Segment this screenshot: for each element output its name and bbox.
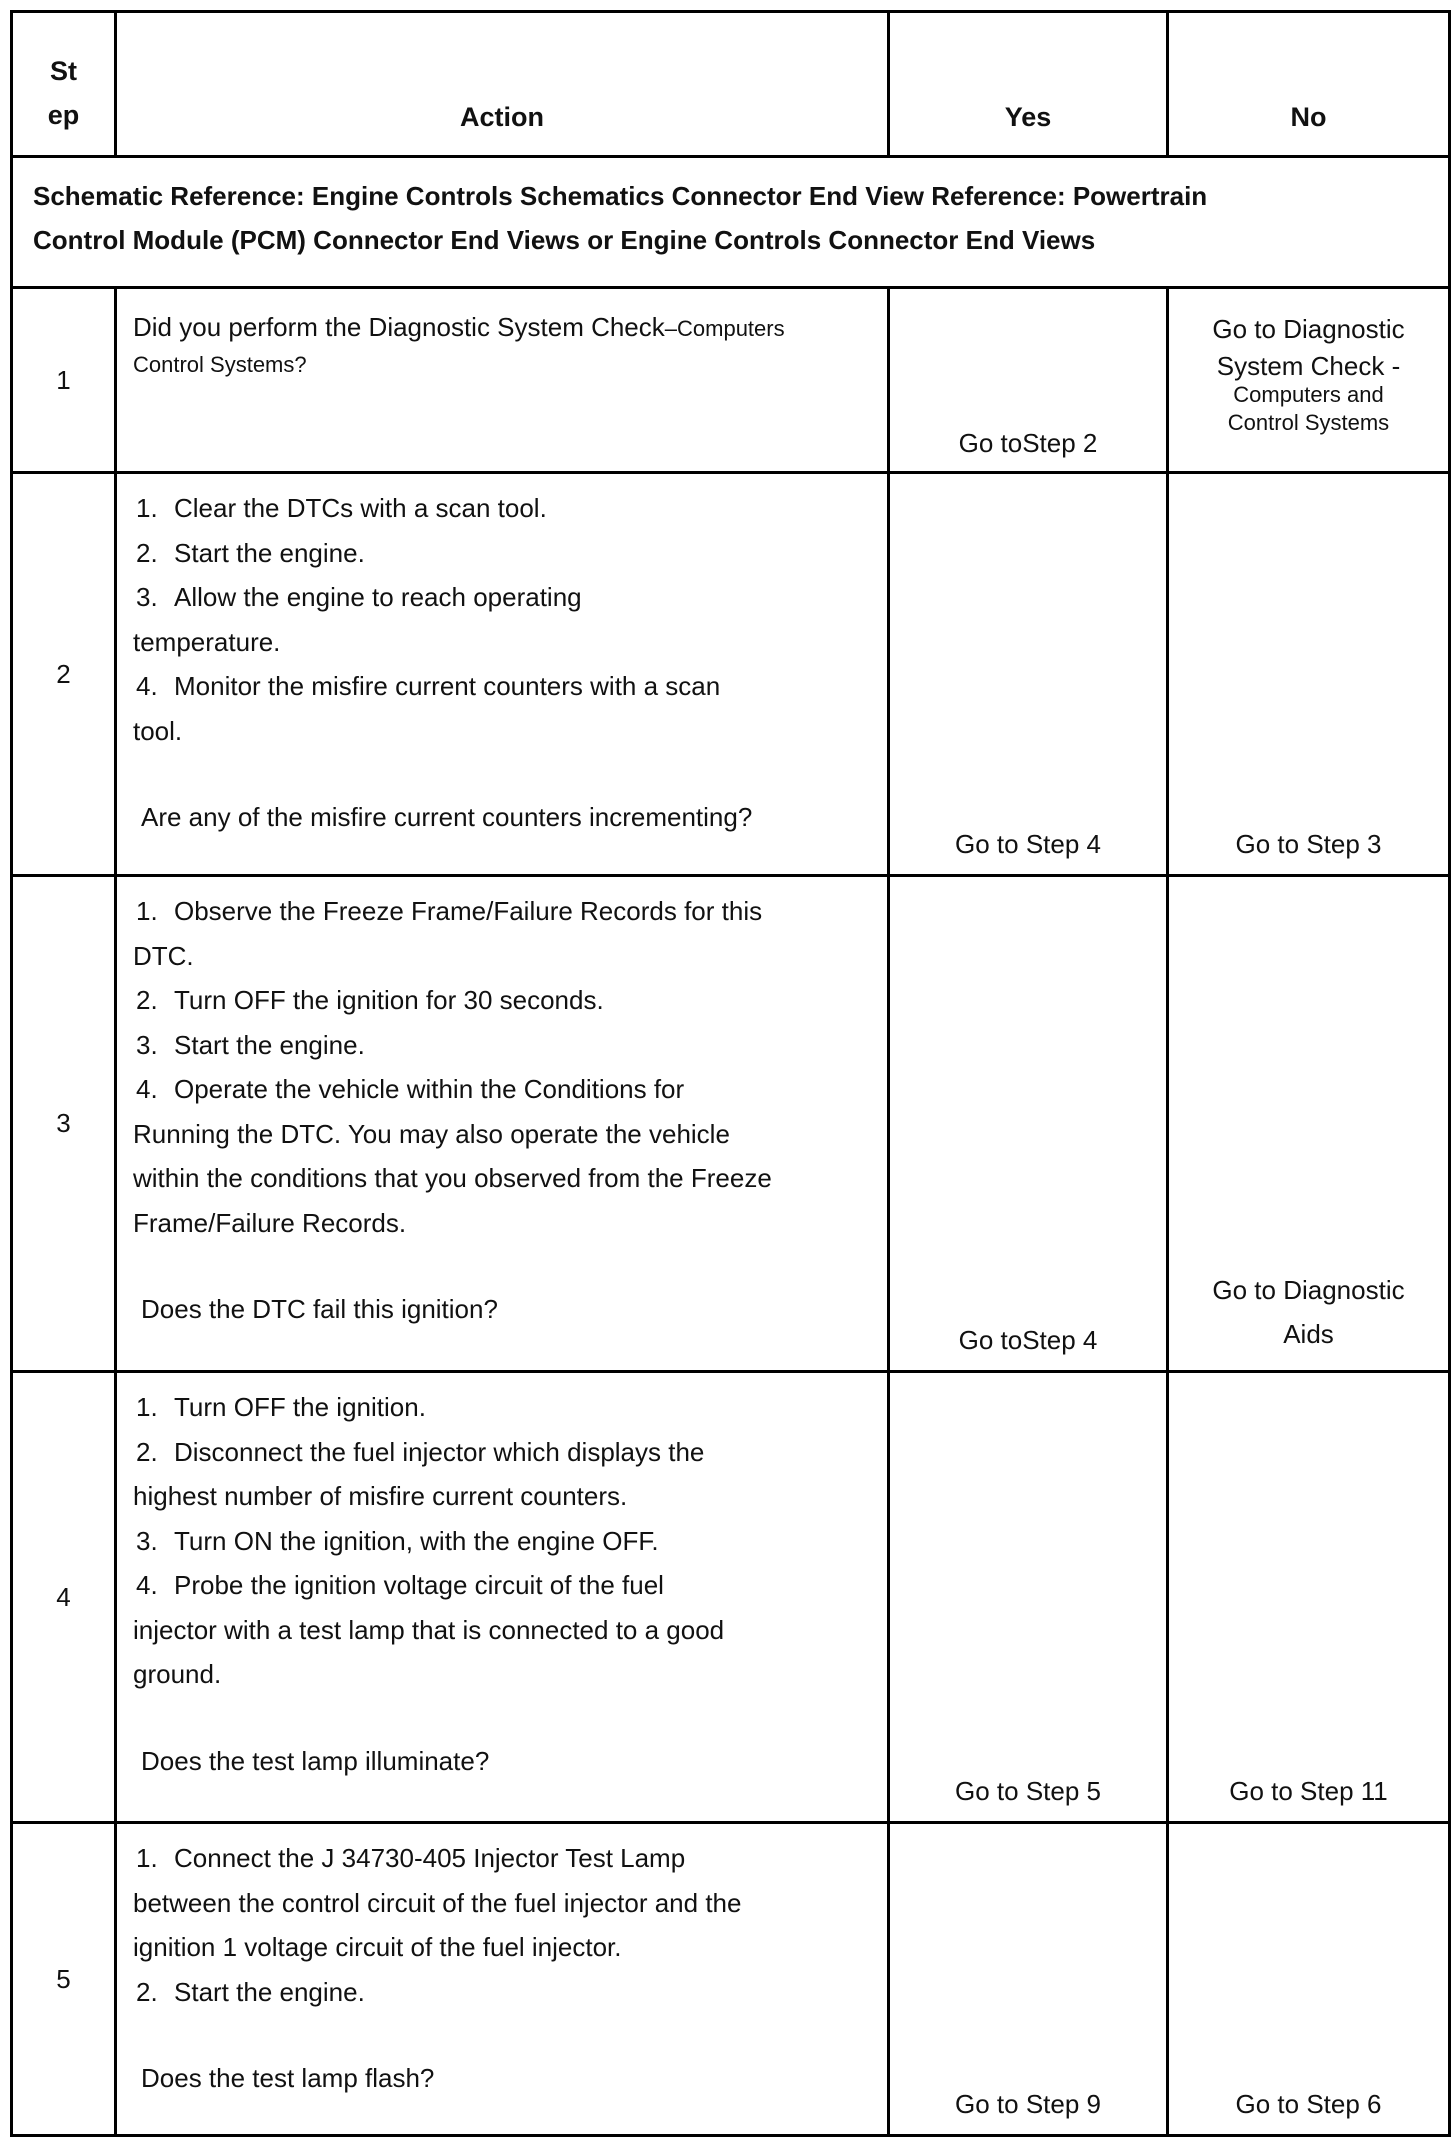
action-line-text: Observe the Freeze Frame/Failure Records for this bbox=[174, 896, 763, 926]
action-line-text: ignition 1 voltage circuit of the fuel injector. bbox=[133, 1932, 622, 1962]
header-no: No bbox=[1168, 12, 1450, 157]
action-line-text: Clear the DTCs with a scan tool. bbox=[174, 493, 547, 523]
step-row-5 bbox=[12, 1823, 1450, 2136]
action-line-text: Allow the engine to reach operating bbox=[174, 582, 582, 612]
step-row-1 bbox=[12, 288, 1450, 473]
action-line-text: temperature. bbox=[133, 626, 281, 657]
question-part: Did you perform the Diagnostic System Check bbox=[133, 312, 665, 342]
yes-result: Go to Step 9 bbox=[889, 1823, 1168, 2136]
no-result-line: Control Systems bbox=[1227, 410, 1390, 435]
yes-result: Go to Step 4 bbox=[889, 473, 1168, 876]
action-line-number: 1. bbox=[136, 896, 158, 926]
action-question: Does the DTC fail this ignition? bbox=[141, 1294, 498, 1324]
action-line bbox=[133, 1970, 877, 2015]
action-line bbox=[133, 889, 877, 934]
action-line-text: Probe the ignition voltage circuit of the fuel bbox=[174, 1570, 664, 1600]
action-line-text: highest number of misfire current counters. bbox=[133, 1481, 628, 1511]
action-question bbox=[133, 307, 877, 349]
action-line bbox=[133, 486, 877, 531]
action-line-number: 3. bbox=[136, 1029, 158, 1060]
action-line-number: 3. bbox=[136, 582, 158, 612]
action-line-number: 3. bbox=[136, 1525, 158, 1556]
step-row-3 bbox=[12, 876, 1450, 1372]
diagnostic-table bbox=[10, 10, 1451, 2137]
action-line-text: Frame/Failure Records. bbox=[133, 1207, 407, 1238]
action-line-text: between the control circuit of the fuel injector and the bbox=[133, 1887, 742, 1918]
action-line-number: 2. bbox=[136, 1976, 158, 2007]
no-result-line: System Check - bbox=[1216, 351, 1401, 381]
reference-row bbox=[12, 157, 1450, 288]
action-line bbox=[133, 978, 877, 1023]
action-line-text: ground. bbox=[133, 1659, 222, 1689]
action-line bbox=[133, 1430, 877, 1475]
action-line-text: injector with a test lamp that is connected to a good bbox=[133, 1614, 725, 1645]
step-number: 3 bbox=[12, 876, 116, 1372]
action-line-text: tool. bbox=[133, 715, 183, 746]
header-action: Action bbox=[116, 12, 889, 157]
action-question: Does the test lamp illuminate? bbox=[141, 1745, 490, 1776]
step-action bbox=[116, 1823, 889, 2136]
action-line bbox=[133, 934, 877, 979]
action-line-text: Turn OFF the ignition. bbox=[174, 1392, 426, 1422]
action-line bbox=[133, 1385, 877, 1430]
action-line bbox=[133, 664, 877, 709]
action-line-text: Start the engine. bbox=[174, 1976, 365, 2007]
action-line bbox=[133, 1608, 877, 1653]
no-result bbox=[1168, 288, 1450, 473]
yes-result: Go toStep 2 bbox=[889, 288, 1168, 473]
action-line bbox=[133, 1836, 877, 1881]
action-line-text: Turn OFF the ignition for 30 seconds. bbox=[174, 985, 604, 1015]
action-line bbox=[133, 1201, 877, 1246]
question-part-small: Control Systems? bbox=[133, 352, 307, 377]
no-result-line: Aids bbox=[1283, 1319, 1334, 1349]
step-number: 5 bbox=[12, 1823, 116, 2136]
action-line bbox=[133, 1112, 877, 1157]
action-line-number: 2. bbox=[136, 1436, 158, 1467]
action-line-text: Connect the J 34730-405 Injector Test Lamp bbox=[174, 1843, 686, 1873]
action-line-text: within the conditions that you observed from the Freeze bbox=[133, 1163, 772, 1193]
step-action bbox=[116, 288, 889, 473]
action-line bbox=[133, 1474, 877, 1519]
no-result bbox=[1168, 876, 1450, 1372]
action-line-text: Disconnect the fuel injector which displays the bbox=[174, 1436, 705, 1467]
step-action bbox=[116, 473, 889, 876]
action-line-number: 1. bbox=[136, 1392, 158, 1422]
no-result: Go to Step 11 bbox=[1168, 1372, 1450, 1823]
action-line bbox=[133, 1881, 877, 1926]
action-line-text: Monitor the misfire current counters with a scan bbox=[174, 671, 721, 701]
action-line-text: DTC. bbox=[133, 940, 194, 971]
action-line bbox=[133, 1563, 877, 1608]
action-line bbox=[133, 1023, 877, 1068]
action-line bbox=[133, 531, 877, 576]
reference-line2: Control Module (PCM) Connector End Views or Engine Controls Connector End Views bbox=[33, 225, 1096, 255]
step-action bbox=[116, 1372, 889, 1823]
action-line-number: 4. bbox=[136, 671, 158, 701]
no-result-line: Computers and bbox=[1233, 382, 1384, 407]
action-line bbox=[133, 620, 877, 665]
header-step bbox=[12, 12, 116, 157]
action-line-number: 1. bbox=[136, 493, 158, 523]
yes-result: Go toStep 4 bbox=[889, 876, 1168, 1372]
action-line bbox=[133, 1067, 877, 1112]
action-line-text: Operate the vehicle within the Conditions for bbox=[174, 1074, 685, 1104]
step-number: 1 bbox=[12, 288, 116, 473]
action-line-text: Start the engine. bbox=[174, 1029, 365, 1060]
step-row-2 bbox=[12, 473, 1450, 876]
action-question: Are any of the misfire current counters incrementing? bbox=[141, 802, 753, 832]
action-line-number: 2. bbox=[136, 985, 158, 1015]
action-line-text: Turn ON the ignition, with the engine OFF. bbox=[174, 1525, 659, 1556]
action-line bbox=[133, 709, 877, 754]
action-question: Does the test lamp flash? bbox=[141, 2063, 435, 2093]
no-result: Go to Step 6 bbox=[1168, 1823, 1450, 2136]
reference-line1: Schematic Reference: Engine Controls Schematics Connector End View Reference: Powertrain bbox=[33, 181, 1208, 211]
action-line bbox=[133, 575, 877, 620]
action-line bbox=[133, 1652, 877, 1697]
yes-result: Go to Step 5 bbox=[889, 1372, 1168, 1823]
header-row bbox=[12, 12, 1450, 157]
action-line bbox=[133, 1925, 877, 1970]
action-line-number: 4. bbox=[136, 1570, 158, 1600]
no-result: Go to Step 3 bbox=[1168, 473, 1450, 876]
step-action bbox=[116, 876, 889, 1372]
action-line bbox=[133, 1519, 877, 1564]
header-step-line1: St bbox=[50, 56, 77, 86]
action-line-text: Running the DTC. You may also operate the vehicle bbox=[133, 1118, 730, 1149]
action-line-number: 2. bbox=[136, 537, 158, 568]
no-result-line: Go to Diagnostic bbox=[1212, 314, 1405, 344]
action-line bbox=[133, 1156, 877, 1201]
no-result-line: Go to Diagnostic bbox=[1212, 1275, 1405, 1305]
step-number: 4 bbox=[12, 1372, 116, 1823]
header-yes: Yes bbox=[889, 12, 1168, 157]
schematic-reference bbox=[12, 157, 1450, 288]
header-step-line2: ep bbox=[47, 100, 80, 130]
action-line-number: 1. bbox=[136, 1843, 158, 1873]
action-line-text: Start the engine. bbox=[174, 537, 365, 568]
action-line-number: 4. bbox=[136, 1074, 158, 1104]
question-part-small: –Computers bbox=[664, 316, 785, 341]
step-number: 2 bbox=[12, 473, 116, 876]
step-row-4 bbox=[12, 1372, 1450, 1823]
